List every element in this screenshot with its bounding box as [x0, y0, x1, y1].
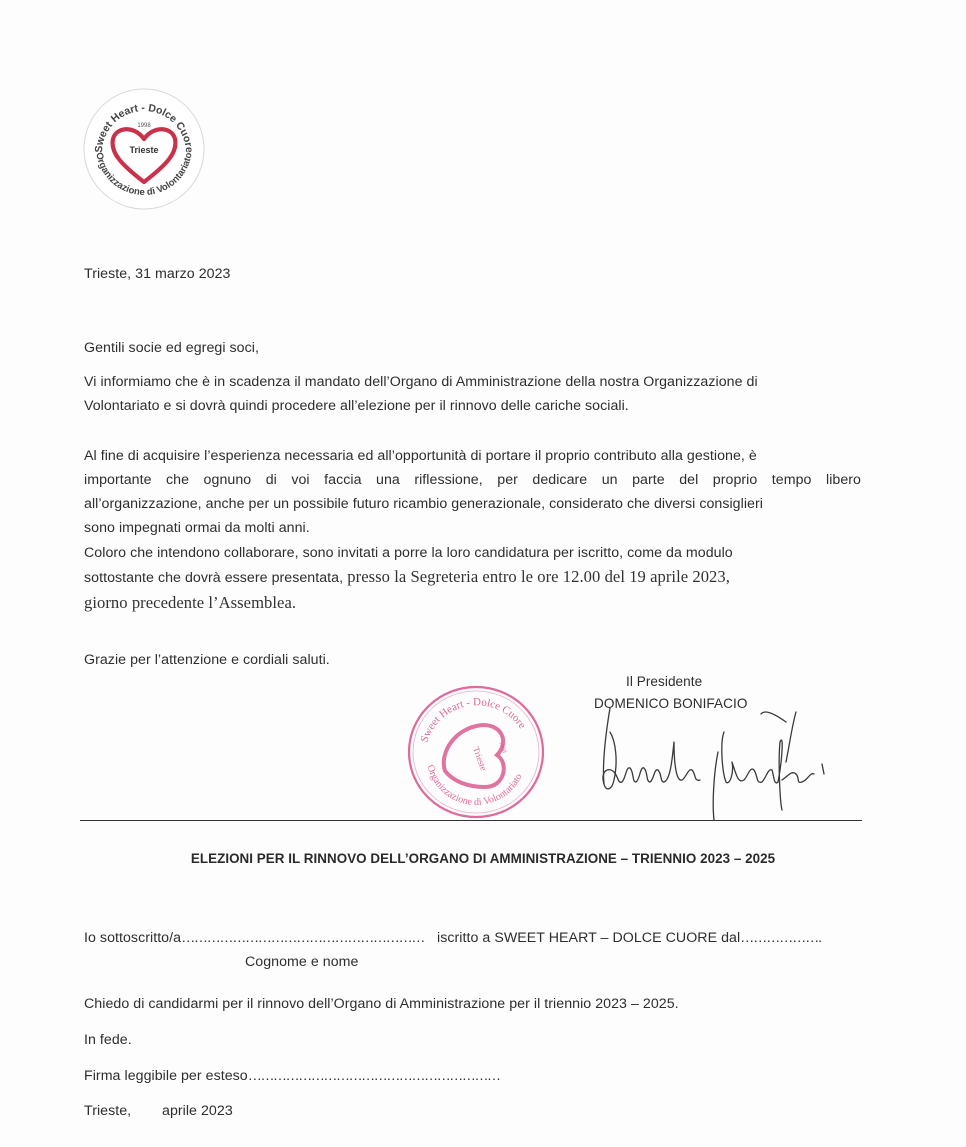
- paragraph-3-line-1: Coloro che intendono collaborare, sono invitati a porre la loro candidatura per iscritto, come da modulo: [84, 545, 733, 561]
- paragraph-2-line-1: Al fine di acquisire l’esperienza necessaria ed all’opportunità di portare il proprio contributo alla gestione, è: [84, 448, 757, 464]
- signature-field[interactable]: ……………………………………………………: [247, 1068, 500, 1084]
- logo-bottom-text: Organizzazione di Volontariato: [93, 151, 195, 199]
- form-divider: [80, 820, 862, 821]
- paragraph-2-line-3: all’organizzazione, anche per un possibile futuro ricambio generazionale, considerato che diversi consiglieri: [84, 496, 763, 512]
- form-heading: ELEZIONI PER IL RINNOVO DELL’ORGANO DI AMMINISTRAZIONE – TRIENNIO 2023 – 2025: [190, 851, 776, 866]
- paragraph-2-line-2: importante che ognuno di voi faccia una riflessione, per dedicare un parte del proprio tempo libero: [84, 472, 861, 488]
- member-label: iscritto a SWEET HEART – DOLCE CUORE dal: [437, 930, 741, 946]
- organization-logo: [82, 87, 206, 211]
- in-fede: In fede.: [84, 1032, 132, 1048]
- stamp-center-text: Trieste: [471, 745, 489, 772]
- paragraph-3-line-3: giorno precedente l’Assemblea.: [84, 593, 297, 612]
- logo-year: 1998: [137, 123, 151, 129]
- organization-stamp: [405, 683, 547, 821]
- stamp-top-text: Sweet Heart - Dolce Cuore: [418, 696, 529, 745]
- signatory-title: Il Presidente: [626, 674, 703, 689]
- paragraph-1-line-1: Vi informiamo che è in scadenza il mandato dell’Organo di Amministrazione della nostra Organizzazione di: [84, 374, 758, 390]
- name-field[interactable]: …………………………………………………: [181, 930, 425, 946]
- paragraph-2-line-4: sono impegnati ormai da molti anni.: [84, 520, 310, 536]
- stamp-bottom-text: Organizzazione di Volontariato: [424, 763, 525, 809]
- form-date[interactable]: aprile 2023: [162, 1103, 233, 1119]
- handwritten-signature-icon: [596, 702, 836, 822]
- organization-stamp-icon: [405, 683, 547, 821]
- paragraph-3-line-2: [84, 565, 730, 590]
- stamp-year: 1998: [497, 740, 507, 755]
- name-row: [84, 926, 424, 950]
- letter-greeting: Gentili socie ed egregi soci,: [84, 340, 259, 356]
- signature-label: Firma leggibile per esteso: [84, 1068, 248, 1084]
- signature-row: [84, 1064, 500, 1088]
- signatory-name: DOMENICO BONIFACIO: [594, 696, 748, 711]
- paragraph-3-line-2-sans: sottostante che dovrà essere presentata,: [84, 570, 344, 586]
- name-caption: Cognome e nome: [245, 954, 359, 970]
- logo-top-text: Sweet Heart - Dolce Cuore: [92, 101, 196, 154]
- paragraph-3-line-2-serif: presso la Segreteria entro le ore 12.00 del 19 aprile 2023,: [343, 567, 730, 586]
- letter-date: Trieste, 31 marzo 2023: [84, 266, 231, 282]
- form-place: Trieste,: [84, 1103, 132, 1119]
- letter-closing: Grazie per l’attenzione e cordiali saluti.: [84, 652, 330, 668]
- paragraph-1-line-2: Volontariato e si dovrà quindi procedere all’elezione per il rinnovo delle cariche sociali.: [84, 398, 629, 414]
- name-label: Io sottoscritto/a: [84, 930, 182, 946]
- signature: [596, 702, 836, 822]
- member-row: [437, 926, 821, 950]
- logo-center-text: Trieste: [129, 145, 159, 155]
- candidacy-request: Chiedo di candidarmi per il rinnovo dell’Organo di Amministrazione per il triennio 2023 – 2025.: [84, 996, 679, 1012]
- heart-logo-icon: [82, 87, 206, 211]
- member-since-field[interactable]: ……………….: [740, 930, 821, 946]
